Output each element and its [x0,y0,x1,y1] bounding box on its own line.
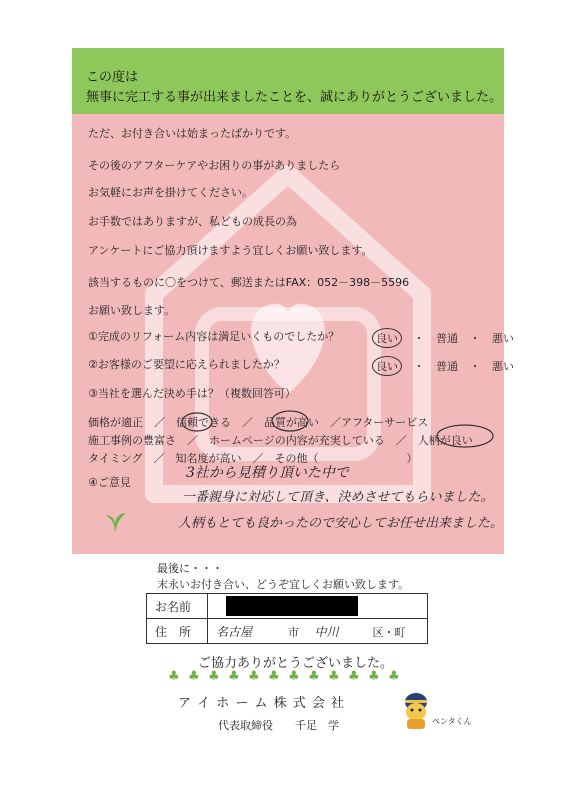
clover-icon: ♣ [228,669,240,684]
q1-option-good[interactable]: 良い [372,328,402,348]
clover-icon: ♣ [288,669,300,684]
clover-icon: ♣ [308,669,320,684]
clover-icon: ♣ [208,669,220,684]
address-field[interactable] [208,619,428,644]
question-2: ②お客様のご要望に応えられましたか？ [88,358,285,371]
body-text-5: アンケートにご協力頂けますよう宜しくお願い致します。 [88,244,373,257]
body-text-7: お願い致します。 [88,304,176,317]
q2-option-normal[interactable]: 普通 [436,360,458,373]
body-text-6: 該当するものに〇をつけて、郵送またはFAX：052－398－5596 [88,276,410,289]
redacted-name [226,596,358,616]
clover-icon: ♣ [248,669,260,684]
name-field[interactable] [208,594,428,619]
clover-icon: ♣ [168,669,180,684]
body-text-2: その後のアフターケアやお困りの事がありましたら [88,159,341,172]
separator: ・ [413,360,425,373]
selection-circles [80,404,500,454]
thanks-text: ご協力ありがとうございました。 [198,656,394,671]
question-1-options [372,328,514,348]
handwritten-comment-3: 人柄もとても良かったので安心してお任せ出来ました。 [178,516,504,531]
clover-icon: ♣ [348,669,360,684]
footer-wish: 末永いお付き合い、どうぞ宜しくお願い致します。 [157,578,410,591]
q1-option-bad[interactable]: 悪い [492,332,514,345]
mascot-name: ペンタくん [432,717,472,726]
clover-icon: ♣ [388,669,400,684]
clover-icon: ♣ [328,669,340,684]
separator: ・ [413,332,425,345]
header-line-1: この度は [86,70,139,85]
question-3-row-2: 施工事例の豊富さ ／ ホームページの内容が充実している ／ 人柄が良い [88,434,473,447]
body-text-1: ただ、お付き合いは始まったばかりです。 [88,127,297,140]
address-city-label: 市 [287,625,299,639]
representative: 代表取締役 千足 学 [218,719,339,732]
q2-option-bad[interactable]: 悪い [492,360,514,373]
name-label: お名前 [147,594,208,619]
clover-icon: ♣ [368,669,380,684]
question-2-options [372,356,514,376]
clover-icon: ♣ [268,669,280,684]
company-name: ア イ ホ ー ム 株 式 会 社 [178,696,346,711]
body-text-4: お手数ではありますが、私どもの成長の為 [88,215,297,228]
address-ward-handwritten: 中川 [314,624,339,639]
customer-info-table [146,593,428,644]
q2-option-good[interactable]: 良い [372,356,402,376]
address-label: 住 所 [147,619,208,644]
separator: ・ [469,332,481,345]
q1-option-normal[interactable]: 普通 [436,332,458,345]
address-city-handwritten: 名古屋 [216,624,253,639]
footer-last: 最後に・・・ [157,562,223,575]
clover-row [168,669,418,685]
clover-icon: ♣ [188,669,200,684]
sprout-icon [100,505,130,535]
body-text-3: お気軽にお声を掛けてください。 [88,186,253,199]
question-3-row-3: タイミング ／ 知名度が高い ／ その他（ ） [88,452,418,465]
question-1: ①完成のリフォーム内容は満足いくものでしたか？ [88,330,340,343]
question-4-label: ④ご意見 [88,476,131,489]
question-3: ③当社を選んだ決め手は？（複数回答可） [88,387,296,400]
question-3-row-1: 価格が適正 ／ 信頼できる ／ 品質が高い ／アフターサービス [88,416,429,429]
address-ward-label: 区・町 [372,625,406,639]
handwritten-comment-1: 3社から見積り頂いた中で [186,465,349,481]
handwritten-comment-2: 一番親身に対応して頂き、決めさせてもらいました。 [182,490,494,505]
mascot-icon [397,688,435,732]
header-band [72,48,504,114]
separator: ・ [469,360,481,373]
header-line-2: 無事に完工する事が出来ましたことを、誠にありがとうございました。 [86,90,503,105]
